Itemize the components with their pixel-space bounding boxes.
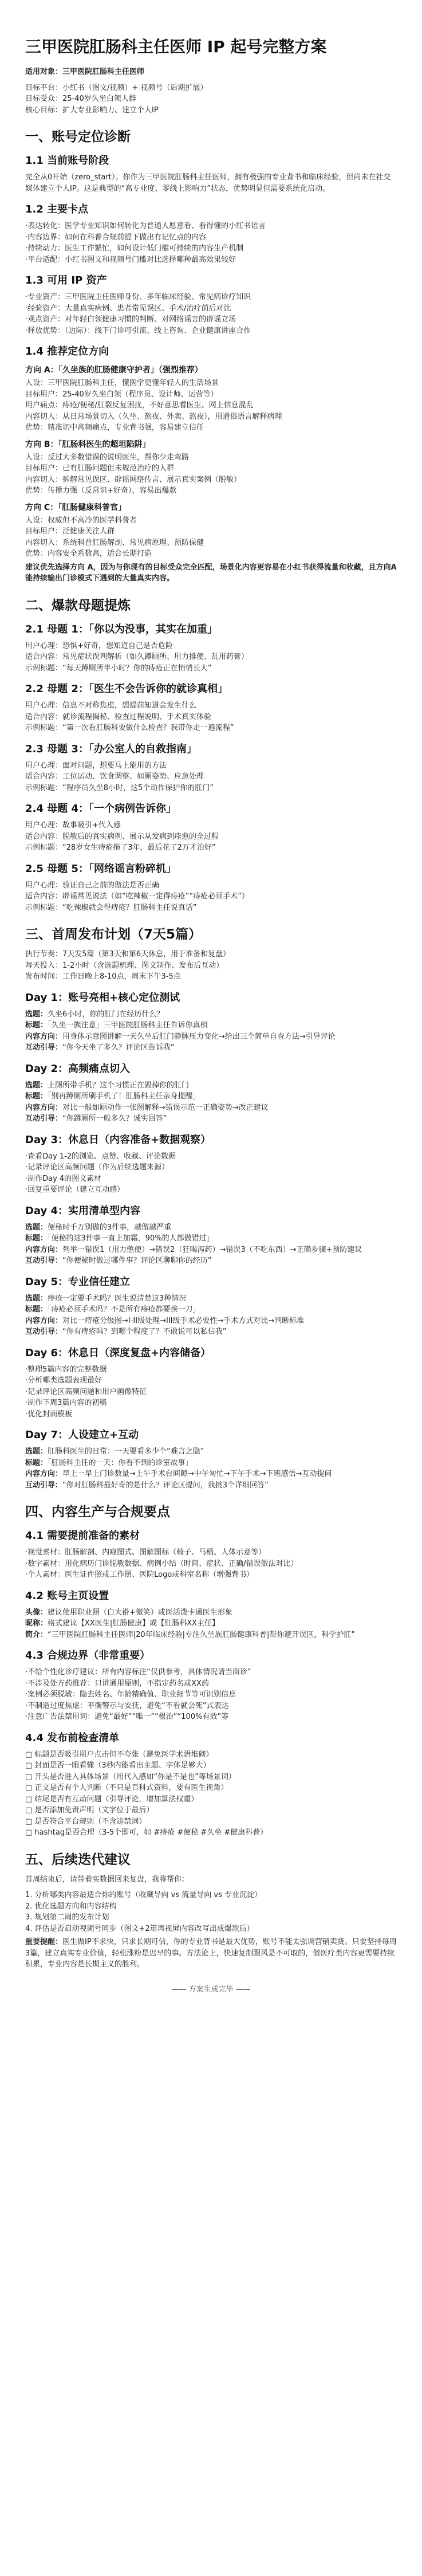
detail-value: 早上一早上门诊数量→上午手术台间隙→中午匆忙→下午手术→下班感悟→互动提问: [62, 1470, 332, 1478]
profile-settings: [25, 1607, 397, 1641]
bullet-item: ·制作Day 4的图文素材: [25, 1174, 102, 1183]
detail-line: [25, 1113, 397, 1125]
day-heading: Day 2：高频痛点切入: [25, 1062, 131, 1075]
detail-line: 用户心理：故事吸引+代入感: [25, 821, 121, 830]
bullet-item: ·分析哪类选题表现最好: [25, 1376, 102, 1385]
topic-details: [25, 820, 397, 854]
detail-line: 用户心理：恐惧+好奇，想知道自己是否危险: [25, 641, 173, 650]
topic-details: [25, 880, 397, 914]
detail-line: [25, 1255, 397, 1267]
bullet-item: ·记录评论区高频问题和用户画像特征: [25, 1387, 147, 1396]
bullet-item: ·注意广告法禁用词：避免“最好”“唯一”“根治”“100%有效”等: [25, 1713, 229, 1721]
section-heading: 三、首周发布计划（7天5篇）: [25, 927, 202, 942]
detail-value: “三甲医院肛肠科主任医师|20年临床经验|专注久坐族肛肠健康科普|帮你避开误区，科学护肛”: [48, 1630, 356, 1639]
detail-line: 执行节奏：7天发5篇（第3天和第6天休息，用于准备和复盘）: [25, 950, 231, 959]
intro-line: 核心目标：扩大专业影响力、建立个人IP: [25, 105, 159, 115]
section-heading: 二、爆款母题提炼: [25, 598, 131, 613]
detail-line: 发布时间：工作日晚上8-10点，周末下午3-5点: [25, 972, 181, 981]
bullet-item: ·平台适配：小红书图文和视频号门槛对比选择哪种最高效果较好: [25, 255, 236, 264]
detail-key: 互动引导：: [25, 1481, 63, 1490]
document-title: 三甲医院肛肠科主任医师 IP 起号完整方案: [25, 37, 327, 56]
detail-value: 用身体示意图讲解一天久坐后肛门静脉压力变化→给出三个简单自查方法→引导评论: [62, 1032, 336, 1041]
detail-line: 示例标题：“每天蹲厕所半小时？你的痔疮正在悄悄长大”: [25, 663, 212, 673]
bullet-item: ·查看Day 1-2的浏览、点赞、收藏、评论数据: [25, 1152, 176, 1161]
detail-key: 内容方向：: [25, 1103, 63, 1112]
checklist-item: □ hashtag是否合理（3-5个即可，如 #痔疮 #便秘 #久坐 #健康科普）: [25, 1828, 268, 1837]
bullet-item: ·记录评论区高频问题（作为后续选题来源）: [25, 1163, 169, 1172]
detail-line: 适合内容：常见症状误判解析（如久蹲厕所、用力排便、乱用药膏）: [25, 653, 249, 661]
detail-line: [25, 1233, 397, 1244]
checklist-item: □ 结尾是否有互动问题（引导评论，增加算法权重）: [25, 1794, 199, 1804]
bullet-item: ·制作下周3篇内容的初稿: [25, 1399, 107, 1407]
detail-line: 适合内容：脱敏后的真实病例、展示从发病到痊愈的全过程: [25, 832, 219, 841]
detail-key: 选题：: [25, 1223, 48, 1232]
detail-line: [25, 1468, 397, 1480]
direction-heading: 方向 A：「久坐族的肛肠健康守护者」（强烈推荐）: [25, 366, 203, 375]
bullet-item: ·内容边界：如何在科普合规前提下做出有记忆点的内容: [25, 233, 207, 242]
detail-value: 对比一般如厕动作一张图解释→错误示范一正确姿势→改正建议: [62, 1103, 269, 1112]
document-footer: —— 方案生成完毕 ——: [171, 1985, 251, 1994]
detail-key: 选题：: [25, 1447, 48, 1456]
detail-line: 适合内容：就诊流程揭秘、检查过程说明、手术真实体验: [25, 712, 212, 721]
detail-key: 标题：: [25, 1305, 48, 1314]
direction-heading: 方向 B：「肛肠科医生的超坦陷阱」: [25, 439, 151, 449]
detail-line: [25, 1102, 397, 1114]
detail-line: 人设：三甲医院肛肠科主任，懂医学更懂年轻人的生活场景: [25, 379, 219, 387]
detail-key: 互动引导：: [25, 1043, 63, 1052]
reminder-label: 重要提醒：: [25, 1938, 63, 1946]
detail-key: 互动引导：: [25, 1114, 63, 1123]
bullet-item: ·数字素材：用化病历门诊脱敏数据、病例小结（时间、症状、正确/错误做法对比）: [25, 1559, 298, 1568]
detail-key: 标题：: [25, 1092, 48, 1101]
detail-line: 适合内容：辟谣常见说法（如“吃辣椒一定得痔疮”“痔疮必须手术”）: [25, 892, 249, 901]
detail-value: 上厕所带手机？这个习惯正在毁掉你的肛门: [48, 1081, 190, 1090]
detail-line: 目标用户：已有肛肠问题但未规范治疗的人群: [25, 464, 175, 473]
target-audience-line: [25, 66, 397, 78]
detail-line: 内容切入：从日常场景切入（久坐、熬夜、外卖、熬夜），用通俗语言解释病理: [25, 412, 282, 421]
day-heading: Day 3：休息日（内容准备+数据观察）: [25, 1133, 211, 1146]
topic-heading: 2.5 母题 5：「网络谣言粉碎机」: [25, 862, 176, 875]
topic-heading: 2.4 母题 4：「一个病例告诉你」: [25, 803, 176, 815]
direction-details: [25, 378, 397, 434]
detail-key: 选题：: [25, 1081, 48, 1090]
detail-value: 肛肠科医生的日常：一天要看多少个“难言之隐”: [48, 1447, 204, 1456]
detail-line: 示例标题：“第一次看肛肠科要做什么检查？我带你走一遍流程”: [25, 724, 234, 732]
subsection-heading: 4.2 账号主页设置: [25, 1589, 109, 1602]
detail-line: 优势：传播力强（反常识+好奇），容易出爆款: [25, 486, 177, 495]
detail-value: 「痔疮必须手术吗？不是所有痔疮都要挨一刀」: [48, 1305, 200, 1314]
paragraph: 完全从0开始（zero_start）。你作为三甲医院肛肠科主任医师，拥有极强的专业背书和临床经验，但尚未在社交媒体建立个人IP。这是典型的“高专业度、零线上影响力”状态，优势明显但需要系统化启动。: [25, 173, 391, 193]
day-heading: Day 1：账号亮相+核心定位测试: [25, 991, 180, 1004]
detail-line: [25, 1629, 397, 1641]
bullet-item: ·不涉及处方药推荐：只讲通用原则，不指定药名或XX药: [25, 1679, 209, 1688]
numbered-item: 1. 分析哪类内容最适合你的账号（收藏导向 vs 流量导向 vs 专业沉淀）: [25, 1891, 262, 1899]
bullet-item: ·表达转化：医学专业知识如何转化为普通人愿意看、看得懂的小红书语言: [25, 222, 266, 230]
bullet-item: ·经验资产：大量真实病例、患者常见误区、手术/治疗前后对比: [25, 304, 231, 313]
detail-key: 互动引导：: [25, 1256, 63, 1265]
detail-line: 用户痛点：痔疮/便秘/肛裂反复困扰，不好意思看医生、网上信息混乱: [25, 401, 254, 410]
detail-key: 简介：: [25, 1630, 48, 1639]
detail-line: 优势：精准切中高频痛点，专业背书强，容易建立信任: [25, 423, 204, 432]
detail-line: [25, 1618, 397, 1629]
detail-line: [25, 1458, 397, 1469]
topic-heading: 2.2 母题 2：「医生不会告诉你的就诊真相」: [25, 683, 228, 695]
reminder-paragraph: [25, 1937, 397, 1970]
day-details: [25, 1293, 397, 1338]
numbered-list: [25, 1890, 397, 1934]
day-heading: Day 6：休息日（深度复盘+内容储备）: [25, 1346, 211, 1359]
detail-key: 内容方向：: [25, 1245, 63, 1254]
intro-line: 目标平台：小红书（图文/视频）+ 视频号（后期扩展）: [25, 83, 208, 92]
day-heading: Day 7：人设建立+互动: [25, 1429, 139, 1441]
bullet-item: ·释放优势：（边际）：线下门诊可引流、线上咨询、企业健康讲座合作: [25, 326, 251, 335]
detail-key: 内容方向：: [25, 1316, 63, 1325]
checklist: [25, 1749, 397, 1839]
checklist-item: □ 封面是否一眼看懂（3秒内能看出主题、字体足够大）: [25, 1761, 211, 1770]
detail-key: 标题：: [25, 1458, 48, 1467]
bullet-list: [25, 1364, 397, 1420]
recommendation-paragraph: 建议优先选择方向 A，因为与你现有的目标受众完全匹配，场景化内容更容易在小红书获得流量和收藏，且方向A能持续输出门诊模式下遇到的大量真实内容。: [25, 563, 397, 583]
detail-line: [25, 1244, 397, 1256]
detail-value: 格式建议【XX医生|肛肠健康】或【肛肠科XX主任】: [48, 1619, 220, 1628]
detail-line: [25, 1091, 397, 1102]
detail-value: “你便秘时做过哪件事？评论区聊聊你的经历”: [62, 1256, 212, 1265]
intro-line: 目标受众：25-40岁久坐白领人群: [25, 95, 136, 103]
detail-line: 目标用户：泛健康关注人群: [25, 527, 115, 536]
day-details: [25, 1446, 397, 1491]
meta-label: 适用对象：: [25, 68, 63, 76]
detail-line: 人设：权威但不高冷的医学科普者: [25, 516, 137, 525]
checklist-item: □ 是否添加免责声明（文字位于最后）: [25, 1806, 154, 1815]
detail-value: 列举一错误1（用力憋便）→错误2（狂喝泻药）→错误3（不吃东西）→正确步骤+预防建议: [62, 1245, 362, 1254]
bullet-item: ·不给个性化诊疗建议：所有内容标注“仅供参考，具体情况请当面诊”: [25, 1668, 251, 1676]
bullet-list: [25, 1151, 397, 1196]
bullet-list: [25, 221, 397, 265]
topic-details: [25, 760, 397, 794]
day-heading: Day 5：专业信任建立: [25, 1275, 131, 1288]
direction-details: [25, 515, 397, 560]
bullet-item: ·视觉素材：肛肠解剖、内窥图式、图解图标（椅子、马桶、人体示意等）: [25, 1548, 266, 1557]
detail-line: 适合内容：工位运动、饮食调整、如厕姿势、应急处理: [25, 772, 204, 781]
detail-value: 「别再蹲厕所刷手机了！肛肠科主任亲身提醒」: [48, 1092, 200, 1101]
subsection-heading: 1.1 当前账号阶段: [25, 155, 109, 167]
detail-line: 目标用户：25-40岁久坐白领（程序员、设计师、运营等）: [25, 390, 218, 399]
numbered-item: 4. 评估是否启动视频号同步（图文+2篇再视屏内容改写出成爆款后）: [25, 1924, 254, 1933]
detail-value: 「便秘的这3件事一直上加霜，90%的人都做错过」: [48, 1234, 214, 1243]
direction-details: [25, 452, 397, 497]
day-heading: Day 4：实用清单型内容: [25, 1204, 141, 1217]
schedule-overview: [25, 949, 397, 983]
bullet-list: [25, 1547, 397, 1581]
subsection-heading: 4.1 需要提前准备的素材: [25, 1530, 140, 1542]
detail-value: 久坐6小时，你的肛门在经历什么？: [48, 1010, 164, 1019]
bullet-item: ·观点资产：对年轻白领健康习惯的判断、对网络谣言的辟谣立场: [25, 315, 236, 324]
detail-line: 示例标题：“28岁女生痔疮拖了3年，最后花了2万才治好”: [25, 843, 216, 852]
detail-line: [25, 1304, 397, 1316]
detail-line: [25, 1031, 397, 1043]
reminder-text: 医生做IP不求快，只求长期可信，你的专业背书是最大优势，账号不能太强调营销卖货。只要坚持每周3篇，建立真实专业价值，轻松涨粉是迟早的事。方法论上，快速复制跟风是不可取的，做医疗类内容更需要持续积累，专业内容是长期主义的胜利。: [25, 1938, 397, 1969]
detail-line: [25, 1222, 397, 1234]
detail-value: “你蹲厕所一般多久？诚实回答”: [62, 1114, 167, 1123]
detail-value: 「肛肠科主任的一天：你看不到的诊室故事」: [48, 1458, 193, 1467]
meta-value: 三甲医院肛肠科主任医师: [62, 68, 145, 76]
detail-line: [25, 1020, 397, 1031]
day-details: [25, 1222, 397, 1267]
detail-line: [25, 1042, 397, 1054]
bullet-item: ·回复重要评论（建立互动感）: [25, 1185, 125, 1194]
subsection-heading: 1.2 主要卡点: [25, 203, 89, 215]
section-heading: 一、账号定位诊断: [25, 129, 131, 144]
detail-line: [25, 1607, 397, 1619]
detail-key: 选题：: [25, 1010, 48, 1019]
bullet-item: ·持续动力：医生工作繁忙，如何设计低门槛可持续的内容生产机制: [25, 244, 244, 253]
bullet-item: ·案例必须脱敏：隐去姓名、年龄精确值、职业细节等可识别信息: [25, 1690, 236, 1699]
bullet-list: [25, 1667, 397, 1723]
day-details: [25, 1080, 397, 1125]
detail-key: 标题：: [25, 1021, 48, 1030]
detail-line: 人设：反过大多数错误的说明医生，帮你少走弯路: [25, 453, 190, 462]
detail-line: [25, 1009, 397, 1020]
detail-key: 内容方向：: [25, 1032, 63, 1041]
detail-line: 内容切入：系统科普肛肠解剖、常见病原理、预防保健: [25, 538, 204, 547]
detail-line: [25, 1326, 397, 1338]
checklist-item: □ 标题是否吸引用户点击但不夸张（避免医学术语堆砌）: [25, 1750, 214, 1759]
bullet-list: [25, 292, 397, 336]
detail-key: 标题：: [25, 1234, 48, 1243]
checklist-item: □ 正文是否有个人判断（不只是百科式资料，要有医生视角）: [25, 1784, 228, 1792]
detail-line: [25, 1293, 397, 1305]
topic-heading: 2.3 母题 3：「办公室人的自救指南」: [25, 743, 197, 755]
detail-value: “你有痔疮吗？到哪个程度了？不敢说可以私信我”: [62, 1328, 227, 1336]
bullet-item: ·不制造过度焦虑：平衡警示与安抚，避免“不看就会死”式表达: [25, 1701, 229, 1710]
detail-line: [25, 1480, 397, 1491]
section-heading: 五、后续迭代建议: [25, 1852, 131, 1867]
bullet-item: ·整理5篇内容的完整数据: [25, 1365, 107, 1374]
subsection-heading: 1.4 推荐定位方向: [25, 345, 109, 358]
detail-line: 用户心理：信息不对称焦虑，想提前知道会发生什么: [25, 701, 197, 710]
detail-key: 头像：: [25, 1608, 48, 1617]
detail-value: 对比一痔疮分级图→I-II级处理→III级手术必要性→手术方式对比→判断标准: [62, 1316, 305, 1325]
checklist-item: □ 是否符合平台规则（不含违禁词）: [25, 1817, 147, 1826]
detail-value: “你对肛肠科最好奇的是什么？评论区提问，我挑3个详细回答”: [62, 1481, 269, 1490]
detail-line: [25, 1080, 397, 1091]
detail-line: 优势：内容安全系数高，适合长期打造: [25, 549, 152, 558]
numbered-item: 3. 规划第二周的发布计划: [25, 1913, 109, 1922]
detail-key: 选题：: [25, 1294, 48, 1303]
intro-block: [25, 83, 397, 116]
bullet-item: ·专业资产：三甲医院主任医师身份、多年临床经验、常见病诊疗知识: [25, 293, 251, 301]
paragraph: 首周结束后，请带着实数据回来复盘，我将帮你：: [25, 1875, 190, 1884]
day-details: [25, 1009, 397, 1054]
subsection-heading: 1.3 可用 IP 资产: [25, 274, 107, 286]
detail-line: 内容切入：拆解常见误区、辟谣网络传言、展示真实案例（脱敏）: [25, 475, 242, 484]
direction-heading: 方向 C：「肛肠健康科普官」: [25, 502, 127, 512]
detail-value: 痔疮一定要手术吗？医生说清楚这3种情况: [48, 1294, 187, 1303]
numbered-item: 2. 优化选题方向和内容结构: [25, 1902, 117, 1911]
bullet-item: ·优化封面模板: [25, 1409, 73, 1419]
detail-value: 建议使用职业照（白大褂+微笑）或医活泼卡通医生形象: [48, 1608, 232, 1617]
topic-details: [25, 700, 397, 734]
detail-key: 内容方向：: [25, 1470, 63, 1478]
topic-heading: 2.1 母题 1：「你以为没事，其实在加重」: [25, 623, 218, 635]
detail-line: [25, 1316, 397, 1327]
detail-line: 用户心理：面对问题，想要马上能用的方法: [25, 761, 167, 770]
detail-line: 示例标题：“程序员久坐8小时，这5个动作保护你的肛门”: [25, 783, 214, 792]
detail-line: [25, 1446, 397, 1458]
section-heading: 四、内容生产与合规要点: [25, 1505, 170, 1519]
checklist-item: □ 开头是否进入具体场景（用代入感如“你是不是也”等场景词）: [25, 1772, 236, 1781]
detail-value: 「久坐一族注意」三甲医院肛肠科主任告诉你真相: [48, 1021, 208, 1030]
detail-line: 每天投入：1-2小时（含选题梳理、图文制作、发布后互动）: [25, 961, 224, 970]
detail-key: 昵称：: [25, 1619, 48, 1628]
subsection-heading: 4.3 合规边界（非常重要）: [25, 1650, 151, 1662]
detail-key: 互动引导：: [25, 1328, 63, 1336]
detail-line: 示例标题：“吃辣椒就会得痔疮？肛肠科主任说真话”: [25, 903, 197, 912]
subsection-heading: 4.4 发布前检查清单: [25, 1731, 120, 1744]
detail-line: 用户心理：验证自己之前的做法是否正确: [25, 881, 160, 890]
bullet-item: ·个人素材：医生证件照或工作照、医院Logo或科室名称（增强背书）: [25, 1570, 254, 1579]
detail-value: “你今天坐了多久？评论区告诉我”: [62, 1043, 175, 1052]
detail-value: 便秘时千万别做的3件事，越做越严重: [48, 1223, 172, 1232]
topic-details: [25, 641, 397, 674]
